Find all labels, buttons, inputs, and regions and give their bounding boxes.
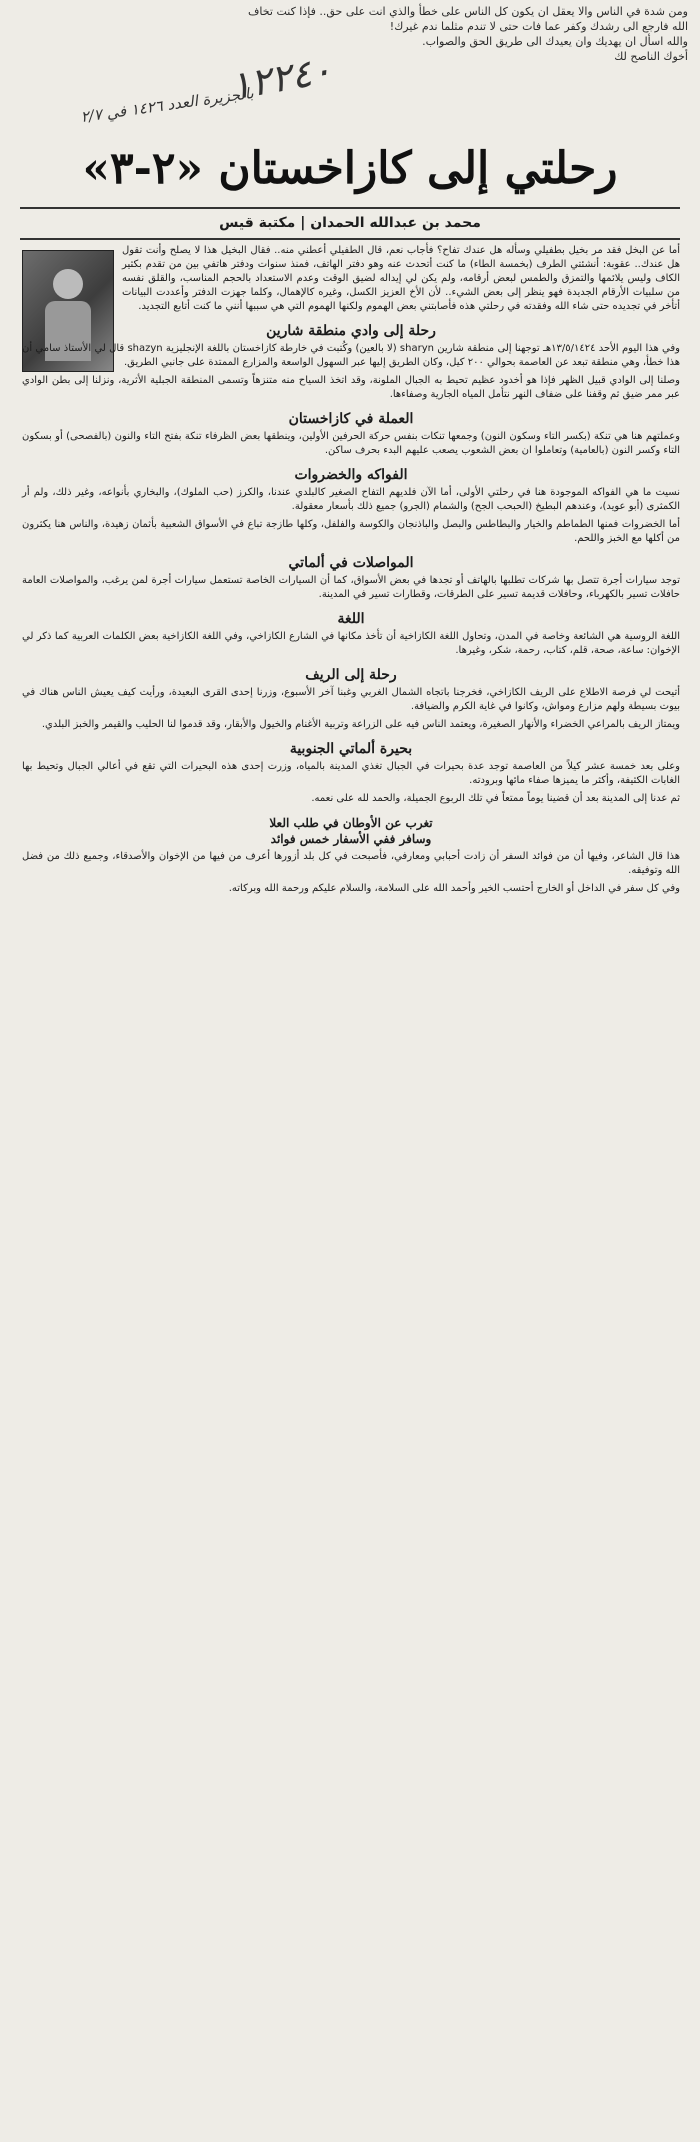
section-paragraph: وعلى بعد خمسة عشر كيلاً من العاصمة توجد عدة بحيرات في الجبال تغذي المدينة بالمياه، وزرت إحدى هذه البحيرات التي تقع في أعالي الجبال وتحيط بها الغابات الكثيفة، وأكثر ما يميزها صفاء مائها وبرودته. [22, 761, 680, 786]
article-title: رحلتي إلى كازاخستان «٢-٣» [82, 142, 618, 194]
previous-column-signature: أخوك الناصح لك [614, 50, 688, 63]
section-language [22, 612, 680, 658]
section-paragraph: توجد سيارات أجرة تتصل بها شركات تطلبها بالهاتف أو تجدها في بعض الأسواق، كما أن السيارات الخاصة تستعمل سيارات أجرة لمن يرغب، والمواصلات العامة حافلات تسير بالكهرباء، وحافلات قديمة تسير على الطرقات، وقطارات تسير في المدينة. [22, 575, 680, 600]
previous-column-line: والله اسأل ان يهديك وان يعيدك الى طريق الحق والصواب. [422, 35, 688, 48]
section-heading: العملة في كازاخستان [288, 411, 414, 427]
byline-divider [20, 238, 680, 240]
article-body [22, 244, 680, 2132]
section-fruits-vegetables [22, 468, 680, 546]
section-heading: بحيرة ألماتي الجنوبية [289, 741, 413, 757]
section-currency [22, 412, 680, 458]
closing-paragraph: هذا قال الشاعر، وفيها أن من فوائد السفر أن زادت أحبابي ومعارفي، فأصبحت في كل بلد أزورها أعرف من فيها من الإخوان والأصدقاء، وجميع ذلك من فضل الله وتوفيقه. [22, 851, 680, 876]
handwritten-annotation [70, 47, 400, 136]
section-paragraph: اللغة الروسية هي الشائعة وخاصة في المدن، وتحاول اللغة الكازاخية أن تأخذ مكانها في الشارع الكازاخي، وفي اللغة الكازاخية بعض الكلمات العربية كما ذكر لي الإخوان: ساعة، صحة، قلم، كتاب، رحمة، شكر، وغيرها. [22, 631, 680, 656]
section-paragraph: نسيت ما هي الفواكه الموجودة هنا في رحلتي الأولى، أما الآن فلديهم التفاح الصغير كالبلدي عندنا، والكرز (حب الملوك)، والبخاري بأنواعه، وغير ذلك، ولم أر الكمثرى (أبو عويد)، وعندهم البطيخ (الحبحب الجح) والشمام (الجرو) جميع ذلك بأسعار معقولة. [22, 487, 680, 512]
handwritten-date-note: بالجزيرة العدد ١٤٢٦ في ٢/٧ [79, 83, 255, 127]
section-closing [22, 850, 680, 896]
poem-verse [22, 816, 680, 846]
previous-column-line: ومن شدة في الناس والا يعقل ان يكون كل الناس على خطأ والذي انت على حق.. فإذا كنت تخاف [248, 5, 688, 18]
section-countryside [22, 668, 680, 732]
poem-line: وسافر ففي الأسفار خمس فوائد [270, 832, 432, 846]
section-paragraph: أتيحت لي فرصة الاطلاع على الريف الكازاخي، فخرجنا باتجاه الشمال الغربي وغبنا آخر الأسبوع، وزرنا إحدى القرى البعيدة، ورأيت كيف يعيش الناس هناك في بيوت بسيطة ولهم مزارع ومواش، وكانوا في غاية الكرم والضيافة. [22, 687, 680, 712]
closing-paragraph: وفي كل سفر في الداخل أو الخارج أحتسب الخير وأحمد الله على السلامة، والسلام عليكم ورحمة الله وبركاته. [228, 883, 680, 894]
section-paragraph: وفي هذا اليوم الأحد ١٣/٥/١٤٢٤هـ توجهنا إلى منطقة شارين sharyn (لا بالعين) وكُتبت في خارطة كازاخستان باللغة الإنجليزية shazyn قال لي الأستاذ سامي أن هذا خطأ، وهي منطقة تبعد عن العاصمة بحوالي ٢٠٠ كيل، وكان الطريق إليها عبر السهول الواسعة والمزارع الممتدة على جانبي الطريق. [22, 343, 680, 368]
section-heading: الفواكه والخضروات [294, 467, 408, 483]
section-heading: اللغة [337, 611, 365, 627]
section-heading: رحلة إلى الريف [305, 667, 397, 683]
title-divider [20, 207, 680, 209]
section-paragraph: ويمتاز الريف بالمراعي الخضراء والأنهار الصغيرة، ويعتمد الناس فيه على الزراعة وتربية الأغنام والخيول والأبقار، وقد قدموا لنا الحليب والقيمر والخبز البلدي. [41, 719, 680, 730]
poem-line: تغرب عن الأوطان في طلب العلا [269, 816, 433, 830]
previous-column-line: الله فارجع الى رشدك وكفر عما فات حتى لا تندم مثلما ندم غيرك! [389, 20, 688, 33]
section-southern-lake [22, 742, 680, 806]
section-transport [22, 556, 680, 602]
section-paragraph: ثم عدنا إلى المدينة بعد أن قضينا يوماً ممتعاً في تلك الربوع الجميلة، والحمد لله على نعمه. [311, 793, 680, 804]
section-sharyn [22, 324, 680, 402]
section-paragraph: وعملتهم هنا هي تنكة (بكسر التاء وسكون النون) وجمعها تنكات بنفس حركة الحرفين الأولين، وينطقها بعض الظرفاء تنكة بفتح التاء والنون (بالفصحى) أو بسكون التاء وكسر النون (بالعامية) وتعاملوا ان بعض الشعوب يصعب عليهم البدء بحرف ساكن. [22, 431, 680, 456]
section-paragraph: أما الخضروات فمنها الطماطم والخيار والبطاطس والبصل والباذنجان والكوسة والفلفل، وكلها طازجة تباع في الأسواق الشعبية بأثمان زهيدة، والناس هنا يكثرون من أكلها مع الخبز واللحم. [22, 519, 680, 544]
section-heading: المواصلات في ألماتي [288, 555, 414, 571]
article-intro: أما عن البخل فقد مر بخيل بطفيلي وسأله هل عندك تفاح؟ فأجاب نعم، قال الطفيلي أعطني منه.. فقال البخيل هذا لا يصلح وأنت تقول هل عندك.. عقوبة: أنشئتي الطرف (بخمسة الطاء) ما كنت أتحدث عنه وهو دفتر الهاتف، فمنذ سنوات ودفتر هاتفي بين من تقدم بكثير الكاف وليس يلائمها والتمزق والطمس لبعض أرقامه، ولم يكن لي إيداله لضيق الوقت وعدم الاستعداد بالحجم المناسب، والقلق نفسه من سلبيات الأرقام الجديدة فهو ينظر إلى بعض الشيء.. لأن الأخ العزيز الكسل، وغيره كالإهمال، وكلما جهزت الدفتر وأعددت البيانات أتأخر في تجديده حتى شاء الله وفقدته في رحلتي هذه فأصابتني بعض الهموم ولكنها الهموم التي هي سببها أنني ما كنت أتابع التجديد. [122, 245, 680, 312]
section-paragraph: وصلنا إلى الوادي قبيل الظهر فإذا هو أخدود عظيم تحيط به الجبال الملونة، وقد اتخذ السياح منه متنزهاً وتسمى المنطقة الجبلية الأثرية، ونزلنا إلى بطن الوادي عبر ممر ضيق ثم وقفنا على ضفاف النهر نتأمل المياه الجارية وصفاءها. [22, 375, 680, 400]
article-byline: محمد بن عبدالله الحمدان | مكتبة قيس [219, 215, 481, 231]
article-title-area [30, 128, 670, 208]
handwritten-issue-number: ١٢٢٤٠ [226, 47, 336, 109]
section-heading: رحلة إلى وادي منطقة شارين [266, 323, 436, 339]
